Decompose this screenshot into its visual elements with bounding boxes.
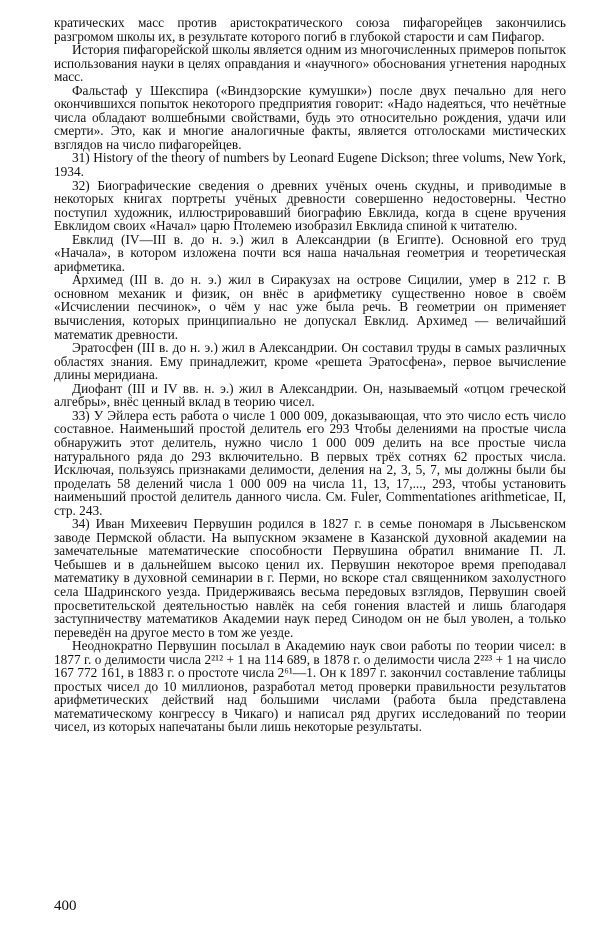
paragraph-pervushin-works: Неоднократно Первушин посылал в Академию наук свои работы по теории чисел: в 1877 г. о делимости числа 2²¹² + 1 на 114 689, в 1878 г. о делимости числа 2²²³ + 1 на число 167 772 161, в 1883 г. о простоте числа 2⁶¹—1. Он к 1897 г. закончил составление таблицы простых чисел до 10 миллионов, разработал метод проверки правильности результатов арифметических действий над большими числами (работа была представлена математическому конгрессу в Чикаго) и написал ряд других исследований по теории чисел, из которых напечатаны были лишь некоторые результаты.: [54, 638, 566, 735]
page-number: 400: [54, 898, 77, 914]
paragraph-euclid: Евклид (IV—III в. до н. э.) жил в Александрии (в Египте). Основной его труд «Начала», в котором изложена почти вся наша начальная геометрия и теоретическая арифметика.: [54, 231, 566, 274]
paragraph-eratosthenes: Эратосфен (III в. до н. э.) жил в Александрии. Он составил труды в самых различных областях знания. Ему принадлежит, кроме «решета Эратосфена», первое вычисление длины меридиана.: [54, 340, 566, 383]
paragraph-diophantus: Диофант (III и IV вв. н. э.) жил в Александрии. Он, называемый «отцом греческой алгебры», внёс ценный вклад в теорию чисел.: [54, 380, 566, 410]
paragraph-1: кратических масс против аристократического союза пифагорейцев закончились разгромом школы их, в результате которого погиб в глубокой старости и сам Пифагор.: [54, 15, 566, 44]
footnote-31: 31) History of the theory of numbers by Leonard Eugene Dickson; three volums, New York, 1934.: [54, 150, 566, 180]
body-text: [54, 16, 566, 734]
book-page: [54, 16, 566, 734]
footnote-33: 33) У Эйлера есть работа о числе 1 000 009, доказывающая, что это число есть число составное. Наименьший простой делитель его 293 Чтобы делениями на простые числа обнаружить этот делитель, нужно число 1 000 009 делить на все простые числа натурального ряда до 293 включительно. В первых трёх сотнях 62 простых числа. Исключая, пользуясь признаками делимости, деления на 2, 3, 5, 7, мы должны были бы проделать 58 делений числа 1 000 009 на числа 11, 13, 17,..., 293, чтобы установить наименьший простой делитель данного числа. См. Fuler, Commentationes arithmeticae, II, стр. 243.: [54, 407, 566, 518]
paragraph-2: История пифагорейской школы является одним из многочисленных примеров попыток использования науки в целях оправдания и «научного» обоснования угнетения народных масс.: [54, 42, 566, 85]
paragraph-3: Фальстаф у Шекспира («Виндзорские кумушки») после двух печально для него окончившихся попыток некоторого предприятия говорит: «Надо надеяться, что нечётные числа обладают волшебными свойствами, будь это относительно рождения, удачи или смерти». Это, как и многие аналогичные факты, является отголосками мистических взглядов на число пифагорейцев.: [54, 82, 566, 152]
paragraph-archimedes: Архимед (III в. до н. э.) жил в Сиракузах на острове Сицилии, умер в 212 г. В основном механик и физик, он внёс в арифметику существенно новое в своём «Исчислении песчинок», о чём у нас уже была речь. В геометрии он применяет вычисления, которых принципиально не допускал Евклид. Архимед — величайший математик древности.: [54, 272, 566, 342]
footnote-34: 34) Иван Михеевич Первушин родился в 1827 г. в семье пономаря в Лысьвенском заводе Пермской области. На выпускном экзамене в Казанской духовной академии на замечательные математические способности Первушина обратил внимание П. Л. Чебышев и в дальнейшем высоко ценил их. Первушин некоторое время преподавал математику в духовной семинарии в г. Перми, но вскоре стал священником захолустного села Шадринского уезда. Придерживаясь весьма передовых взглядов, Первушин своей просветительской деятельностью навлёк на себя гонения властей и лишь благодаря заступничеству математиков Академии наук перед Синодом он не был уволен, а только переведён на другое место в том же уезде.: [54, 516, 566, 640]
footnote-32: 32) Биографические сведения о древних учёных очень скудны, и приводимые в некоторых книгах портреты учёных древности совершенно недостоверны. Честно поступил художник, иллюстрировавший биографию Евклида, когда в сцене вручения Евклидом своих «Начал» царю Птолемею изобразил Евклида спиной к читателю.: [54, 177, 566, 234]
